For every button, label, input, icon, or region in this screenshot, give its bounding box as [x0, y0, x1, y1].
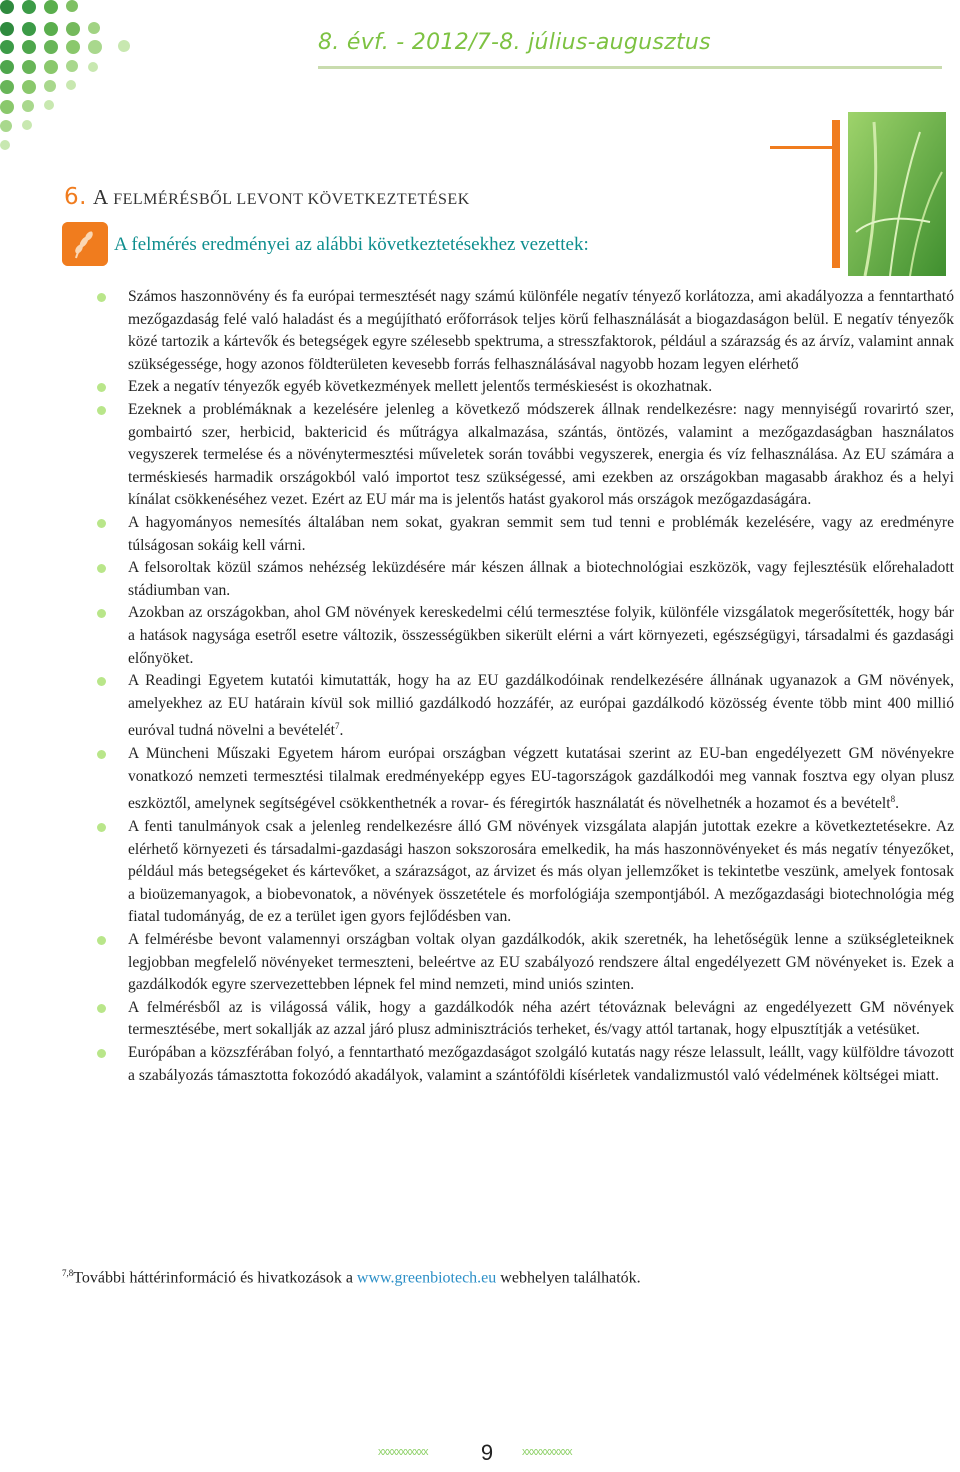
section-title-initial: A — [92, 185, 108, 209]
section-number: 6. — [64, 184, 87, 210]
footnote-marker: 7,8 — [62, 1268, 74, 1278]
wheat-photo-decoration — [770, 112, 946, 276]
footer-ornament-right: xxxxxxxxxxx — [522, 1446, 572, 1458]
journal-header-title: 8. évf. - 2012/7-8. július-augusztus — [318, 30, 711, 55]
list-item: A felmérésből az is világossá válik, hogy a gazdálkodók néha azért tétováznak belevágni az engedélyezett GM növények termesztésébe, mert sokallják az azzal járó plusz adminisztrációs terheket, és/vagy attól tartanak, hogy elpusztítják a vetésüket. — [94, 997, 954, 1042]
list-item: A hagyományos nemesítés általában nem sokat, gyakran semmit sem tud tenni e problémák kezelésére, vagy az eredményre túlságosan sokáig kell várni. — [94, 512, 954, 557]
dot-pattern-decoration — [0, 0, 140, 160]
greenbiotech-link[interactable]: www.greenbiotech.eu — [356, 1269, 497, 1287]
list-item: Ezeknek a problémáknak a kezelésére jelenleg a következő módszerek állnak rendelkezésre: nagy mennyiségű rovarirtó szer, gombairtó szer, herbicid, baktericid és műtrágya alkalmazása, szántás, öntözés, valamint a mezőgazdaságban használatos vegyszerek termelése és a növénytermesztési műveletek során további vegyszerek, energia és víz felhasználása. Az EU számára a terméskiesés harmadik országokból való importot tesz szükségessé, ami ezekben az országokban magasabb árakhoz és a helyi kínálat csökkenéséhez vezet. Ezért az EU már ma is jelentős hatást gyakorol más országok mezőgazdaságára. — [94, 399, 954, 512]
header-divider — [318, 66, 942, 69]
list-item: Azokban az országokban, ahol GM növények kereskedelmi célú termesztése folyik, különféle vizsgálatok megerősítették, hogy bár a hatások nagysága esetről esetre változik, összességükben sikerült elérni a várt környezeti, egészségügyi, társadalmi és gazdasági előnyöket. — [94, 602, 954, 670]
list-item: Számos haszonnövény és fa európai termesztését nagy számú különféle negatív tényező korlátozza, ami akadályozza a fenntartható mezőgazdaság felé való haladást és a megújítható erőforrások teljes körű felhasználását a biogazdaságon belül. E negatív tényezők közé tartozik a kártevők és betegségek egyre szélesebb spektruma, a stresszfaktorok, például a szárazság és az árvíz, valamint annak szükségessége, hogy azonos földterületen kevesebb forrás felhasználásával nagyobb hozam legyen elérhető — [94, 286, 954, 376]
list-item: A Müncheni Műszaki Egyetem három európai országban végzett kutatásai szerint az EU-ban engedélyezett GM növényekre vonatkozó nemzeti termesztési tilalmak eredményeképp egyes EU-tagországok gazdálkodói meg vannak fosztva egy olyan plusz eszköztől, amelynek segítségével csökkenthetnék a rovar- és féregirtók használatát és növelhetnék a hozamot és a bevételt$^8$. — [94, 743, 954, 816]
section-subtitle: A felmérés eredményei az alábbi következtetésekhez vezettek: — [114, 234, 589, 255]
footnote-ref: 7 — [334, 721, 340, 732]
page-number: 9 — [480, 1440, 494, 1465]
conclusions-list — [94, 286, 954, 1087]
list-item: A fenti tanulmányok csak a jelenleg rendelkezésre álló GM növények vizsgálata alapján jutottak ezekre a következtetésekre. Az elérhető környezeti és társadalmi-gazdasági haszon sokszorosára emelkedik, ha más haszonnövényeket és más negatív tényezőket, például más betegségeket és kártevőket, a szárazságot, az árvizet és más olyan jellemzőket is tekintetbe veszünk, amelyek fontosak a bioüzemanyagok, a biobevonatok, a növények összetétele és morfológiája szempontjából. A mezőgazdasági biotechnológia még fiatal tudományág, de ez a terület igen gyors fejlődésben van. — [94, 816, 954, 929]
list-item: A felsoroltak közül számos nehézség leküzdésére már készen állnak a biotechnológiai eszközök, vagy fejlesztésük előrehaladott stádiumban van. — [94, 557, 954, 602]
footnote-text-after: webhelyen találhatók. — [496, 1269, 641, 1287]
list-item: A felmérésbe bevont valamennyi országban voltak olyan gazdálkodók, akik szeretnék, ha lehetőségük lenne a szükségleteiknek legjobban megfelelő növényeket termeszteni, beleértve az EU szabályozó rendszere által engedélyezett GM növényeket is. Ezek a gazdálkodók egyre szervezettebben lépnek fel mind nemzeti, mind uniós szinten. — [94, 929, 954, 997]
list-item: A Readingi Egyetem kutatói kimutatták, hogy ha az EU gazdálkodóinak rendelkezésére állnának ugyanazok a GM növények, amelyekhez az EU határain kívül sok millió gazdálkodó hozzáfér, az európai gazdálkodó közösség évente több mint 400 millió euróval tudná növelni a bevételét$^7$. — [94, 670, 954, 743]
list-item: Európában a közszférában folyó, a fenntartható mezőgazdaságot szolgáló kutatás nagy része lelassult, leállt, vagy külföldre távozott a szabályozás támasztotta fokozódó akadályok, valamint a szántóföldi kísérletek vandalizmustól való védelmének költségei miatt. — [94, 1042, 954, 1087]
footnote-text-before: További háttérinformáció és hivatkozások a — [73, 1269, 357, 1287]
list-item: Ezek a negatív tényezők egyéb következmények mellett jelentős terméskiesést is okozhatnak. — [94, 376, 954, 399]
section-title-text: FELMÉRÉSBŐL LEVONT KÖVETKEZTETÉSEK — [113, 191, 470, 208]
section-heading — [64, 184, 470, 210]
footer-ornament-left: xxxxxxxxxxx — [378, 1446, 428, 1458]
footnote — [62, 1268, 641, 1287]
wheat-logo-icon — [62, 222, 108, 266]
footnote-ref: 8 — [890, 794, 896, 805]
